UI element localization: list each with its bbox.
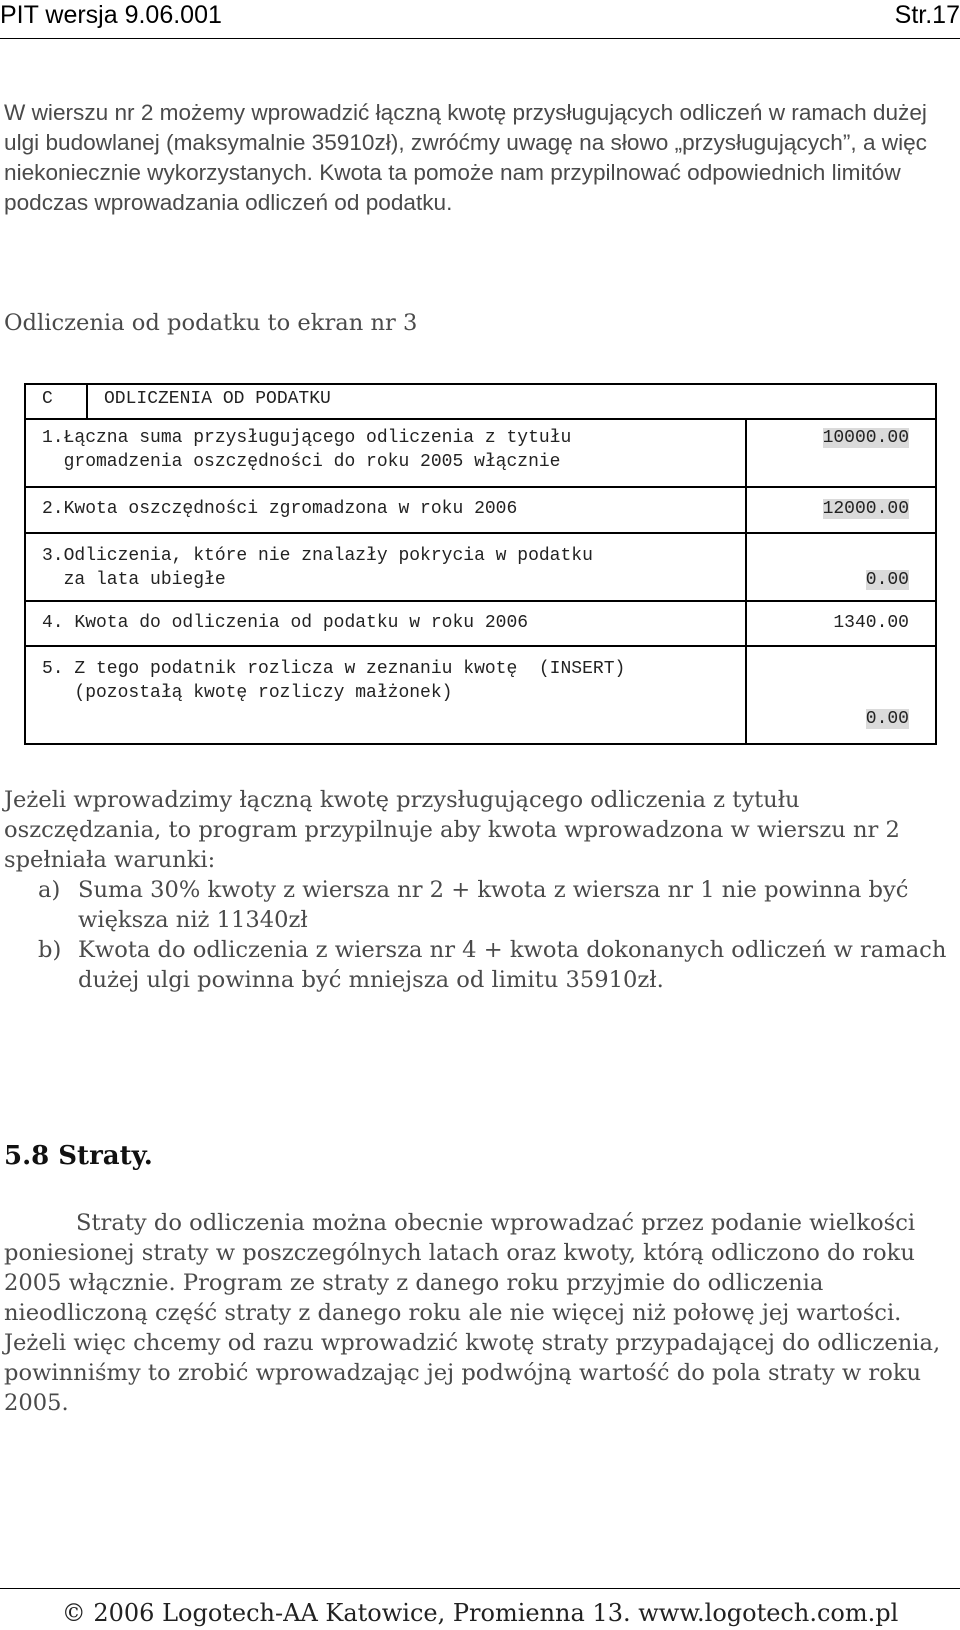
- form-row-1-label: 1.Łączna suma przysługującego odliczenia z tytułu: [42, 428, 572, 448]
- intro-paragraph: W wierszu nr 2 możemy wprowadzić łączną kwotę przysługujących odliczeń w ramach dużej ulgi budowlanej (maksymalnie 35910zł), zwróćmy uwagę na słowo „przysługujących”, a więc niekoniecznie wykorzystanych. Kwota ta pomoże nam przypilnować odpowiednich limitów podczas wprowadzania odliczeń od podatku.: [4, 100, 927, 215]
- form-row-1-value[interactable]: 10000.00: [822, 428, 909, 448]
- form-row-2-label: 2.Kwota oszczędności zgromadzona w roku 2006: [42, 499, 518, 519]
- form-row-divider: [24, 645, 937, 647]
- condition-text: Kwota do odliczenia z wiersza nr 4 + kwota dokonanych odliczeń w ramach dużej ulgi powinna być mniejsza od limitu 35910zł.: [78, 937, 947, 993]
- condition-text: Suma 30% kwoty z wiersza nr 2 + kwota z wiersza nr 1 nie powinna być większa niż 11340zł: [78, 877, 909, 933]
- form-border-top: [24, 383, 937, 385]
- form-row-3-value[interactable]: 0.00: [865, 570, 909, 590]
- deductions-form: [24, 383, 937, 745]
- intro-text: [4, 98, 950, 218]
- page-number: Str.17: [894, 1, 960, 29]
- form-border-left: [24, 383, 26, 745]
- form-row-4-value[interactable]: 1340.00: [833, 613, 909, 633]
- section-paragraph: Straty do odliczenia można obecnie wprowadzać przez podanie wielkości poniesionej straty w poszczególnych latach oraz kwoty, którą odliczono do roku 2005 włącznie. Program ze straty z danego roku przyjmie do odliczenia nieodliczoną część straty z danego roku ale nie więcej niż połowę jej wartości. Jeżeli więc chcemy od razu wprowadzić kwotę straty przypadającej do odliczenia, powinniśmy to zrobić wprowadzając jej podwójną wartość do pola straty w roku 2005.: [4, 1210, 941, 1416]
- footer-divider: [0, 1588, 960, 1589]
- form-row-5-label: 5. Z tego podatnik rozlicza w zeznaniu kwotę (INSERT): [42, 659, 626, 679]
- form-value-separator: [745, 418, 747, 745]
- form-border-bottom: [24, 743, 937, 745]
- section-heading: 5.8 Straty.: [4, 1141, 153, 1171]
- form-row-divider: [24, 600, 937, 602]
- condition-item-b: [4, 935, 950, 995]
- condition-item-a: [4, 875, 950, 935]
- page-header: [0, 0, 960, 40]
- form-row-2-value[interactable]: 12000.00: [822, 499, 909, 519]
- screen-subheading: Odliczenia od podatku to ekran nr 3: [4, 310, 418, 336]
- form-row-5-value[interactable]: 0.00: [865, 709, 909, 729]
- form-row-divider: [24, 532, 937, 534]
- page-footer: © 2006 Logotech-AA Katowice, Promienna 13. www.logotech.com.pl: [61, 1599, 899, 1627]
- list-marker: b): [38, 937, 62, 963]
- header-divider: [0, 38, 960, 39]
- form-border-right: [935, 383, 937, 745]
- document-version: PIT wersja 9.06.001: [0, 1, 222, 29]
- form-row-1-label-cont: gromadzenia oszczędności do roku 2005 włącznie: [42, 452, 561, 472]
- form-header-divider: [24, 418, 937, 420]
- form-section-letter: C: [42, 389, 53, 409]
- conditions-list: [4, 875, 950, 995]
- conditions-intro: Jeżeli wprowadzimy łączną kwotę przysługującego odliczenia z tytułu oszczędzania, to program przypilnuje aby kwota wprowadzona w wierszu nr 2 spełniała warunki:: [4, 787, 900, 873]
- section-body: [4, 1208, 950, 1418]
- form-section-title: ODLICZENIA OD PODATKU: [104, 389, 331, 409]
- form-row-5-label-cont: (pozostałą kwotę rozliczy małżonek): [42, 683, 453, 703]
- form-header-separator: [86, 383, 88, 420]
- conditions-text: [4, 785, 950, 995]
- form-row-divider: [24, 486, 937, 488]
- list-marker: a): [38, 877, 61, 903]
- form-row-4-label: 4. Kwota do odliczenia od podatku w roku 2006: [42, 613, 529, 633]
- form-row-3-label-cont: za lata ubiegłe: [42, 570, 226, 590]
- form-row-3-label: 3.Odliczenia, które nie znalazły pokrycia w podatku: [42, 546, 593, 566]
